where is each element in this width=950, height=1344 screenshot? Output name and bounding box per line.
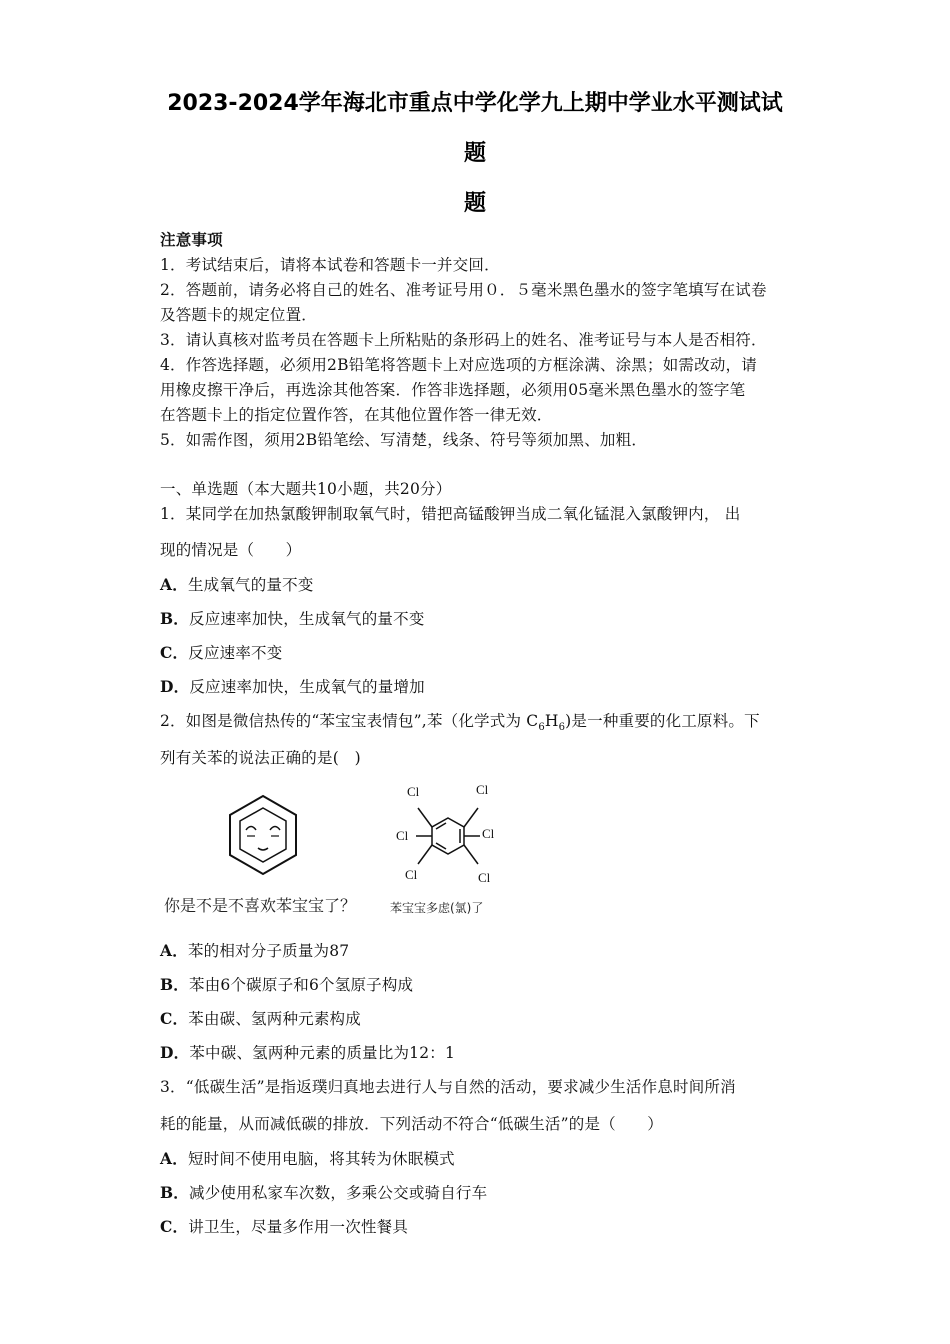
cl-atom-label: Cl xyxy=(405,867,418,882)
exam-title-line-2: 题 xyxy=(463,141,486,166)
cl-atom-label: Cl xyxy=(476,782,489,797)
option-key: A． xyxy=(160,575,188,594)
notice-line: 4．作答选择题，必须用2B铅笔将答题卡上对应选项的方框涂满、涂黑；如需改动，请 xyxy=(160,356,757,374)
q2-option-c xyxy=(160,1007,361,1029)
q3-option-c xyxy=(160,1215,408,1237)
q2-stem-mid: H xyxy=(544,712,559,730)
option-text: 反应速率加快，生成氧气的量不变 xyxy=(189,610,425,628)
meme-caption-right: 苯宝宝多虑(氯)了 xyxy=(390,901,484,915)
q1-option-a xyxy=(160,573,314,595)
section-heading: 一、单选题（本大题共10小题，共20分） xyxy=(160,480,452,498)
q3-option-a xyxy=(160,1147,455,1169)
q2-stem-post: )是一种重要的化工原料。下 xyxy=(565,712,760,730)
benzene-meme-figure xyxy=(160,778,530,928)
option-text: 减少使用私家车次数，多乘公交或骑自行车 xyxy=(189,1184,488,1202)
q2-option-d xyxy=(160,1041,455,1063)
option-key: B． xyxy=(160,609,190,628)
option-key: B． xyxy=(160,1183,190,1202)
q3-option-b xyxy=(160,1181,487,1203)
option-text: 反应速率不变 xyxy=(188,644,283,662)
q2-option-b xyxy=(160,973,413,995)
q2-option-a xyxy=(160,939,349,961)
question-1-stem: 1．某同学在加热氯酸钾制取氧气时，错把高锰酸钾当成二氧化锰混入氯酸钾内， 出 xyxy=(160,505,741,523)
option-text: 苯的相对分子质量为87 xyxy=(187,942,350,960)
option-key: D． xyxy=(160,677,190,696)
notice-line: 在答题卡上的指定位置作答，在其他位置作答一律无效． xyxy=(160,406,553,424)
option-key: C． xyxy=(160,1009,189,1028)
notice-line: 1．考试结束后，请将本试卷和答题卡一并交回． xyxy=(160,256,500,274)
option-key: C． xyxy=(160,1217,189,1236)
q2-stem-pre: 2．如图是微信热传的“苯宝宝表情包”,苯（化学式为 C xyxy=(160,712,539,730)
option-text: 反应速率加快，生成氧气的量增加 xyxy=(189,678,425,696)
q1-option-c xyxy=(160,641,282,663)
question-2-stem-cont: 列有关苯的说法正确的是( ) xyxy=(160,749,361,767)
option-key: D． xyxy=(160,1043,190,1062)
q1-option-d xyxy=(160,675,425,697)
exam-title-line-3: 题 xyxy=(463,191,486,216)
benzene-face-icon xyxy=(230,796,296,874)
exam-title-line-1: 2023-2024学年海北市重点中学化学九上期中学业水平测试试 xyxy=(167,91,783,116)
question-2-stem xyxy=(160,709,760,733)
option-key: C． xyxy=(160,643,189,662)
option-text: 短时间不使用电脑，将其转为休眠模式 xyxy=(187,1150,455,1168)
option-text: 苯中碳、氢两种元素的质量比为12：1 xyxy=(189,1044,456,1062)
notice-line: 3．请认真核对监考员在答题卡上所粘贴的条形码上的姓名、准考证号与本人是否相符． xyxy=(160,331,767,349)
option-key: A． xyxy=(160,941,188,960)
cl-atom-label: Cl xyxy=(482,826,495,841)
option-text: 讲卫生，尽量多作用一次性餐具 xyxy=(188,1218,409,1236)
q1-option-b xyxy=(160,607,425,629)
cl-atom-label: Cl xyxy=(407,784,420,799)
question-3-stem-cont: 耗的能量，从而减低碳的排放．下列活动不符合“低碳生活”的是（ ） xyxy=(160,1115,663,1133)
notice-line: 及答题卡的规定位置． xyxy=(160,306,318,324)
q2-sub-1: 6 xyxy=(538,722,545,734)
hexachlorobenzene-structure-icon xyxy=(416,808,480,864)
notice-heading: 注意事项 xyxy=(160,230,223,249)
cl-atom-label: Cl xyxy=(396,828,409,843)
notice-line: 用橡皮擦干净后，再选涂其他答案．作答非选择题，必须用05毫米黑色墨水的签字笔 xyxy=(160,381,746,399)
option-key: A． xyxy=(160,1149,188,1168)
cl-atom-label: Cl xyxy=(478,870,491,885)
meme-caption-left: 你是不是不喜欢苯宝宝了？ xyxy=(164,896,357,915)
notice-line: 2．答题前，请务必将自己的姓名、准考证号用０．５毫米黑色墨水的签字笔填写在试卷 xyxy=(160,281,767,299)
option-text: 生成氧气的量不变 xyxy=(187,576,314,594)
option-key: B． xyxy=(160,975,190,994)
question-1-stem-cont: 现的情况是（ ） xyxy=(160,541,302,559)
q2-sub-2: 6 xyxy=(558,722,566,734)
question-3-stem: 3．“低碳生活”是指返璞归真地去进行人与自然的活动，要求减少生活作息时间所消 xyxy=(160,1078,736,1096)
option-text: 苯由碳、氢两种元素构成 xyxy=(188,1010,361,1028)
option-text: 苯由6个碳原子和6个氢原子构成 xyxy=(189,976,414,994)
notice-line: 5．如需作图，须用2B铅笔绘、写清楚，线条、符号等须加黑、加粗． xyxy=(160,431,648,449)
